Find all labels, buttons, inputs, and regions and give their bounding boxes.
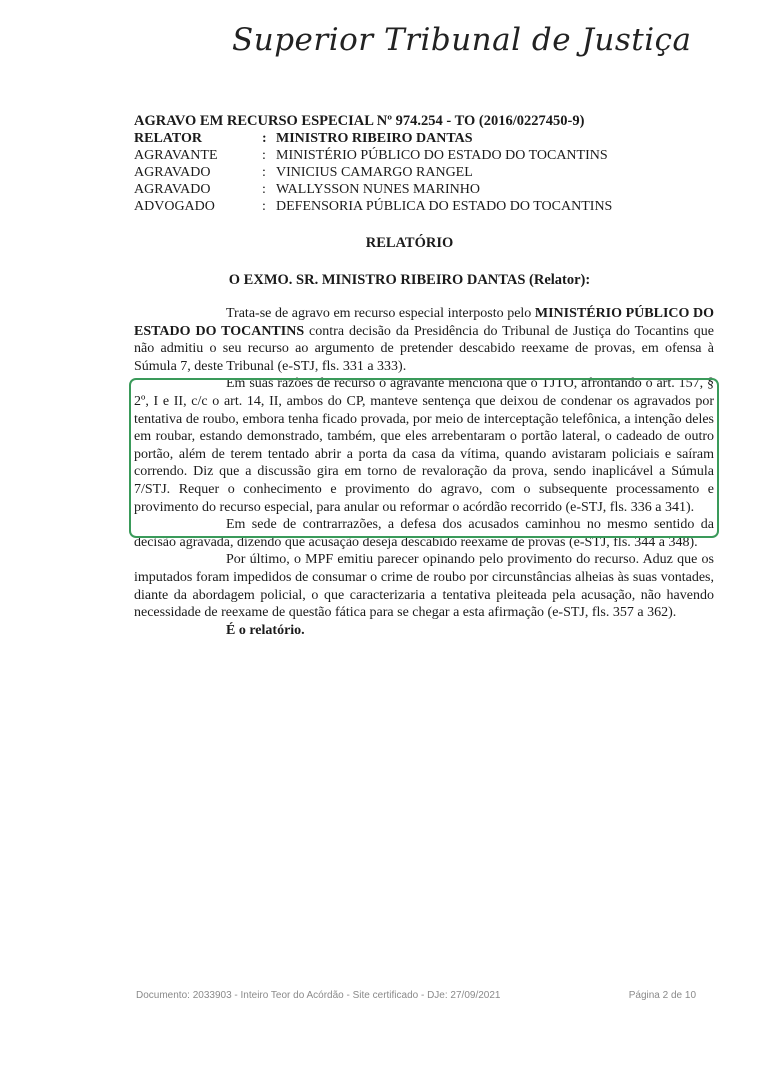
party-role: AGRAVANTE bbox=[134, 148, 218, 163]
section-title: RELATÓRIO bbox=[365, 235, 454, 251]
party-name: MINISTRO RIBEIRO DANTAS bbox=[276, 131, 473, 146]
footer-document-info: Documento: 2033903 - Inteiro Teor do Acórdão - Site certificado - DJe: 27/09/2021 bbox=[136, 990, 501, 1001]
party-name: DEFENSORIA PÚBLICA DO ESTADO DO TOCANTINS bbox=[276, 199, 613, 214]
party-agravado-2 bbox=[134, 181, 734, 198]
case-title: AGRAVO EM RECURSO ESPECIAL Nº 974.254 - TO (2016/0227450-9) bbox=[134, 113, 585, 129]
party-agravante bbox=[134, 147, 734, 164]
page-footer bbox=[136, 990, 696, 1001]
closing-line bbox=[134, 622, 714, 640]
party-role: RELATOR bbox=[134, 131, 202, 146]
party-separator: : bbox=[262, 199, 266, 214]
party-agravado-1 bbox=[134, 164, 734, 181]
party-separator: : bbox=[262, 182, 266, 197]
highlight-box bbox=[129, 378, 719, 538]
paragraph-3: Em sede de contrarrazões, a defesa dos acusados caminhou no mesmo sentido da decisão agravada, dizendo que acusação deseja descabido reexame de provas (e-STJ, fls. 344 a 348). bbox=[134, 517, 714, 550]
party-role: AGRAVADO bbox=[134, 165, 211, 180]
closing-text: É o relatório. bbox=[226, 622, 305, 638]
party-separator: : bbox=[262, 148, 266, 163]
paragraph-4: Por último, o MPF emitiu parecer opinando pelo provimento do recurso. Aduz que os imputados foram impedidos de consumar o crime de roubo por circunstâncias alheias às suas vontades, diante da abordagem policial, o que caracterizaria a tentativa pleiteada pela acusação, não havendo necessidade de reexame de questão fática para se chegar a esta afirmação (e-STJ, fls. 357 a 362). bbox=[134, 552, 714, 621]
case-header bbox=[134, 112, 734, 215]
party-role: AGRAVADO bbox=[134, 182, 211, 197]
paragraph-1 bbox=[134, 305, 714, 375]
party-relator bbox=[134, 130, 734, 147]
party-role: ADVOGADO bbox=[134, 199, 215, 214]
paragraph-1-start: Trata-se de agravo em recurso especial interposto pelo bbox=[226, 306, 535, 321]
party-name: WALLYSSON NUNES MARINHO bbox=[276, 182, 480, 197]
party-name: VINICIUS CAMARGO RANGEL bbox=[276, 165, 473, 180]
party-name: MINISTÉRIO PÚBLICO DO ESTADO DO TOCANTINS bbox=[276, 148, 608, 163]
paragraph-1-end: contra decisão da Presidência do Tribunal de Justiça do Tocantins que não admitiu o seu recurso ao argumento de pretender descabido reexame de provas, em ofensa à Súmula 7, deste Tribunal (e-STJ, fls. 331 a 333). bbox=[134, 323, 714, 374]
party-advogado bbox=[134, 198, 734, 215]
paragraph-2: Em suas razões de recurso o agravante menciona que o TJTO, afrontando o art. 157, § 2º, I e II, c/c o art. 14, II, ambos do CP, manteve sentença que deixou de condenar os agravados por tentativa de roubo, embora tenha ficado provada, por meio de interceptação telefônica, a intenção deles em roubar, estando demonstrado, também, que eles arrebentaram o portão lateral, o cadeado de outro portão, além de terem tentado abrir a porta da casa da vítima, quando avistaram policiais e saíram correndo. Diz que a discussão gira em torno de revaloração da prova, sendo inaplicável a Súmula 7/STJ. Requer o conhecimento e provimento do agravo, com o subsequente processamento e provimento do recurso especial, para anular ou reformar o acórdão recorrido (e-STJ, fls. 336 a 341). bbox=[134, 376, 714, 515]
footer-page-number: Página 2 de 10 bbox=[628, 990, 696, 1001]
speaker-line: O EXMO. SR. MINISTRO RIBEIRO DANTAS (Relator): bbox=[228, 272, 591, 288]
party-separator: : bbox=[262, 131, 267, 146]
party-separator: : bbox=[262, 165, 266, 180]
court-logo: Superior Tribunal de Justiça bbox=[232, 22, 692, 58]
paragraph-1-bold: MINISTÉRIO PÚBLICO DO ESTADO DO TOCANTINS bbox=[134, 306, 714, 339]
